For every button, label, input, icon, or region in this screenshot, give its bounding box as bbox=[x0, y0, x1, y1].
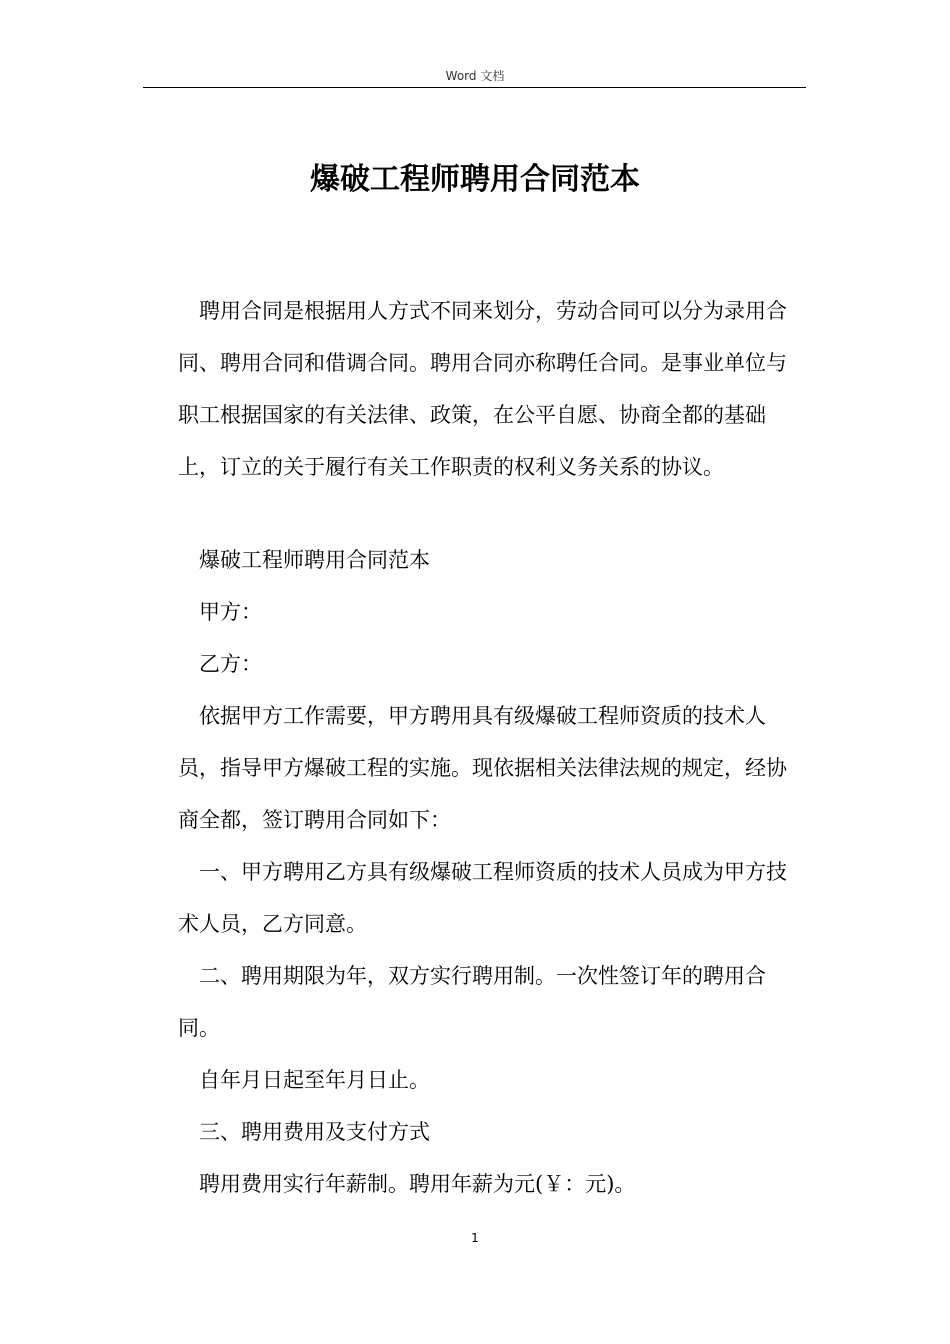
intro-section bbox=[178, 285, 804, 493]
contract-section bbox=[178, 534, 804, 1210]
document-title: 爆破工程师聘用合同范本 bbox=[310, 162, 640, 197]
clause-one-paragraph: 一、甲方聘用乙方具有级爆破工程师资质的技术人员成为甲方技术人员，乙方同意。 bbox=[178, 860, 787, 936]
intro-paragraph: 聘用合同是根据用人方式不同来划分，劳动合同可以分为录用合同、聘用合同和借调合同。聘用合同亦称聘任合同。是事业单位与职工根据国家的有关法律、政策，在公平自愿、协商全都的基础上，订立的关于履行有关工作职责的权利义务关系的协议。 bbox=[178, 299, 787, 479]
clause-three-heading: 三、聘用费用及支付方式 bbox=[199, 1120, 430, 1144]
party-b-line: 乙方： bbox=[199, 652, 262, 676]
page-number: 1 bbox=[471, 1231, 479, 1245]
party-a-line: 甲方： bbox=[199, 600, 262, 624]
page-header-label: Word 文档 bbox=[445, 69, 505, 83]
clause-two-paragraph: 二、聘用期限为年，双方实行聘用制。一次性签订年的聘用合同。 bbox=[178, 964, 766, 1040]
header-divider bbox=[143, 87, 806, 88]
salary-paragraph: 聘用费用实行年薪制。聘用年薪为元(￥：元)。 bbox=[199, 1172, 636, 1196]
term-dates-paragraph: 自年月日起至年月日止。 bbox=[199, 1068, 430, 1092]
contract-heading: 爆破工程师聘用合同范本 bbox=[199, 548, 430, 572]
preamble-paragraph: 依据甲方工作需要，甲方聘用具有级爆破工程师资质的技术人员，指导甲方爆破工程的实施。现依据相关法律法规的规定，经协商全都，签订聘用合同如下： bbox=[178, 704, 787, 832]
